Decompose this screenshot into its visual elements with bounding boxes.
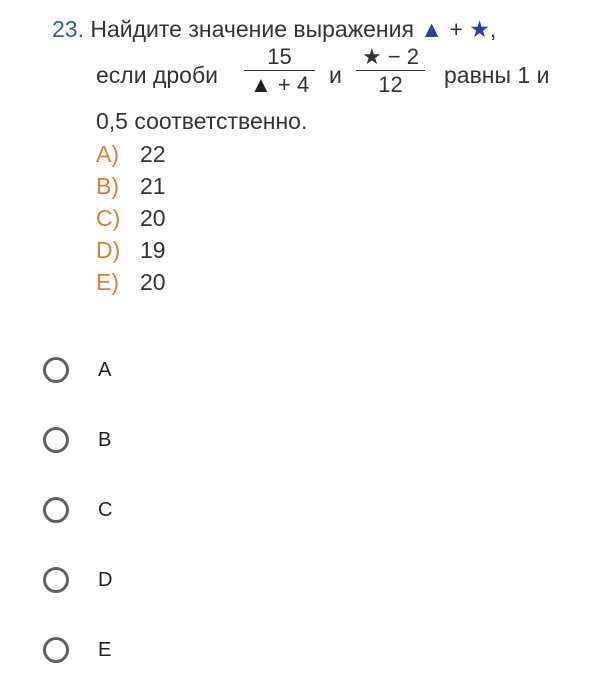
radio-button-c[interactable]	[43, 497, 69, 523]
radio-button-d[interactable]	[43, 567, 69, 593]
question-line-2-tail: равны 1 и	[444, 62, 550, 88]
answer-e	[96, 266, 166, 298]
star-icon: ★	[469, 16, 490, 42]
answer-b	[96, 170, 166, 202]
answer-letter: A)	[96, 141, 119, 167]
fraction-2	[356, 44, 425, 99]
triangle-icon: ▲	[250, 72, 272, 97]
radio-group	[40, 335, 112, 685]
question-image	[0, 0, 603, 310]
option-label-a: A	[98, 358, 112, 381]
question-line-3: 0,5 соответственно.	[96, 108, 308, 134]
option-label-e: E	[98, 638, 112, 661]
option-label-d: D	[98, 568, 113, 591]
answer-value: 19	[140, 237, 166, 263]
option-label-b: B	[98, 428, 112, 451]
answer-value: 20	[140, 269, 166, 295]
plus-sign: +	[449, 16, 463, 42]
answer-d	[96, 234, 166, 266]
answer-list	[96, 138, 166, 298]
option-c[interactable]	[40, 475, 112, 545]
fraction-2-denominator: 12	[378, 72, 403, 97]
option-b[interactable]	[40, 405, 112, 475]
fraction-1	[244, 44, 315, 99]
fraction-2-numerator	[356, 44, 425, 71]
radio-button-e[interactable]	[43, 637, 69, 663]
option-label-c: C	[98, 498, 113, 521]
answer-a	[96, 138, 166, 170]
question-number: 23.	[52, 16, 84, 42]
answer-letter: D)	[96, 237, 121, 263]
answer-value: 22	[140, 141, 166, 167]
conjunction: и	[329, 62, 342, 88]
fraction-1-denominator-rest: + 4	[271, 72, 310, 97]
answer-value: 21	[140, 173, 166, 199]
option-d[interactable]	[40, 545, 112, 615]
fraction-1-denominator	[244, 71, 315, 99]
answer-c	[96, 202, 166, 234]
question-line-1	[52, 16, 496, 43]
answer-letter: B)	[96, 173, 119, 199]
answer-letter: C)	[96, 205, 121, 231]
comma: ,	[489, 16, 497, 42]
question-line-2-lead: если дроби	[96, 62, 218, 88]
radio-button-b[interactable]	[43, 427, 69, 453]
question-text: Найдите значение выражения	[90, 16, 414, 42]
answer-letter: E)	[96, 269, 119, 295]
answer-value: 20	[140, 205, 166, 231]
fraction-2-numerator-rest: − 2	[381, 44, 420, 69]
fraction-1-numerator: 15	[244, 44, 315, 71]
triangle-icon: ▲	[420, 16, 444, 42]
star-icon: ★	[362, 44, 382, 69]
radio-button-a[interactable]	[43, 357, 69, 383]
option-a[interactable]	[40, 335, 112, 405]
